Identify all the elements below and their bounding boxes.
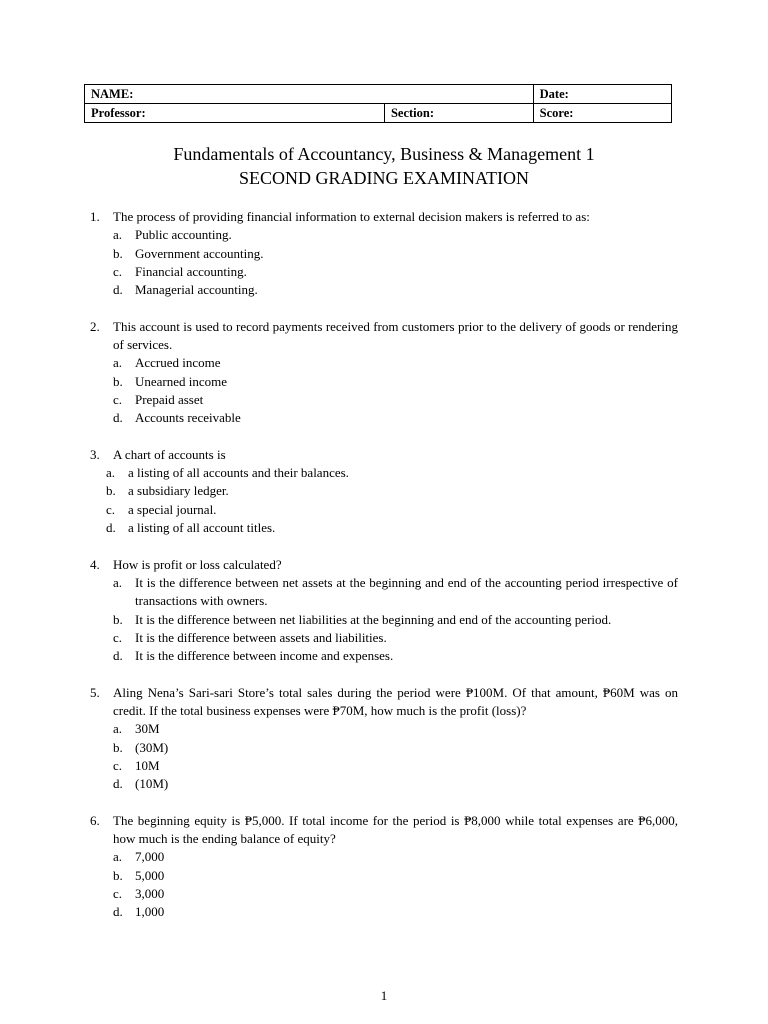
option[interactable]: [113, 757, 678, 775]
question-number: 1.: [90, 209, 100, 224]
option[interactable]: [106, 519, 678, 537]
option[interactable]: [113, 263, 678, 281]
page-number: 1: [380, 988, 388, 1003]
option-text: It is the difference between income and expenses.: [135, 648, 394, 664]
option-text: a subsidiary ledger.: [128, 483, 229, 499]
exam-title: SECOND GRADING EXAMINATION: [239, 168, 529, 188]
option-text: (10M): [135, 776, 169, 792]
option-letter: b.: [113, 245, 123, 261]
date-label: Date:: [539, 86, 569, 101]
question: [90, 812, 678, 922]
option[interactable]: [113, 226, 678, 244]
option-letter: d.: [113, 410, 123, 426]
option-text: Accrued income: [135, 355, 221, 371]
question: [90, 684, 678, 794]
option-text: 10M: [135, 757, 160, 773]
question-text: This account is used to record payments received from customers prior to the delivery of goods or rendering of services.: [113, 318, 678, 353]
option-letter: a.: [113, 355, 123, 371]
date-field[interactable]: [533, 85, 671, 104]
option-letter: c.: [106, 501, 116, 517]
option-letter: b.: [113, 867, 123, 883]
option[interactable]: [113, 281, 678, 299]
option[interactable]: [113, 848, 678, 866]
option[interactable]: [113, 373, 678, 391]
option[interactable]: [113, 775, 678, 793]
name-field[interactable]: [85, 85, 534, 104]
question-text: The process of providing financial information to external decision makers is referred to as:: [113, 209, 590, 224]
option-letter: c.: [113, 629, 123, 645]
option-list: [90, 354, 678, 427]
question-number: 5.: [90, 684, 100, 700]
option-letter: b.: [113, 373, 123, 389]
option-text: It is the difference between net assets at the beginning and end of the accounting period irrespective of transactions with owners.: [135, 574, 678, 609]
option[interactable]: [106, 482, 678, 500]
question-number: 4.: [90, 556, 100, 572]
option-list: [90, 464, 678, 537]
section-label: Section:: [390, 105, 435, 120]
option-text: 5,000: [135, 867, 165, 883]
option-letter: d.: [106, 520, 116, 536]
question: [90, 318, 678, 428]
question: [90, 446, 678, 537]
option-letter: a.: [113, 227, 123, 243]
option-letter: a.: [113, 849, 123, 865]
student-info-table: [84, 84, 672, 123]
option-text: It is the difference between net liabilities at the beginning and end of the accounting period.: [135, 611, 612, 627]
option-text: (30M): [135, 739, 169, 755]
option-letter: a.: [113, 574, 123, 590]
option[interactable]: [113, 885, 678, 903]
option-letter: b.: [106, 483, 116, 499]
score-field[interactable]: [533, 104, 671, 123]
option-text: 1,000: [135, 904, 165, 920]
option-text: Accounts receivable: [135, 410, 241, 426]
name-label: NAME:: [91, 86, 134, 101]
option[interactable]: [113, 611, 678, 629]
option-text: It is the difference between assets and liabilities.: [135, 629, 387, 645]
option-text: a listing of all account titles.: [128, 520, 276, 536]
option-text: 3,000: [135, 885, 165, 901]
option-letter: a.: [106, 465, 116, 481]
question-list: [90, 208, 678, 940]
course-title: Fundamentals of Accountancy, Business & Management 1: [173, 144, 595, 164]
option[interactable]: [113, 391, 678, 409]
question-number: 2.: [90, 318, 100, 334]
question-text: A chart of accounts is: [113, 446, 226, 462]
question: [90, 208, 678, 299]
option-letter: a.: [113, 721, 123, 737]
section-field[interactable]: [384, 104, 533, 123]
option-letter: c.: [113, 263, 123, 279]
option-letter: b.: [113, 739, 123, 755]
option[interactable]: [113, 574, 678, 611]
option[interactable]: [113, 629, 678, 647]
question-text: The beginning equity is ₱5,000. If total income for the period is ₱8,000 while total expenses are ₱6,000, how much is the ending balance of equity?: [113, 812, 678, 847]
option-letter: d.: [113, 776, 123, 792]
question-text: Aling Nena’s Sari-sari Store’s total sales during the period were ₱100M. Of that amount, ₱60M was on credit. If the total business expenses were ₱70M, how much is the profit (loss)?: [113, 684, 678, 719]
question-text: How is profit or loss calculated?: [113, 556, 282, 572]
option-text: Prepaid asset: [135, 391, 204, 407]
option-text: Financial accounting.: [135, 263, 247, 279]
option[interactable]: [113, 903, 678, 921]
professor-label: Professor:: [91, 105, 146, 120]
option-text: Public accounting.: [135, 227, 232, 243]
option-letter: b.: [113, 611, 123, 627]
option[interactable]: [106, 501, 678, 519]
option-text: a listing of all accounts and their balances.: [128, 465, 349, 481]
option[interactable]: [106, 464, 678, 482]
option-list: [90, 848, 678, 921]
option-letter: c.: [113, 391, 123, 407]
option-text: a special journal.: [128, 501, 217, 517]
option-letter: c.: [113, 757, 123, 773]
score-label: Score:: [539, 105, 574, 120]
option-text: Government accounting.: [135, 245, 264, 261]
option[interactable]: [113, 647, 678, 665]
option[interactable]: [113, 409, 678, 427]
option[interactable]: [113, 245, 678, 263]
question: [90, 556, 678, 666]
option-text: Unearned income: [135, 373, 228, 389]
option-list: [90, 720, 678, 793]
option[interactable]: [113, 354, 678, 372]
option-text: 7,000: [135, 849, 165, 865]
option-text: 30M: [135, 721, 160, 737]
option[interactable]: [113, 867, 678, 885]
professor-field[interactable]: [85, 104, 385, 123]
option-letter: d.: [113, 904, 123, 920]
option-letter: d.: [113, 648, 123, 664]
option-list: [90, 226, 678, 299]
option-text: Managerial accounting.: [135, 282, 258, 298]
option[interactable]: [113, 720, 678, 738]
option-list: [90, 574, 678, 665]
option-letter: c.: [113, 885, 123, 901]
question-number: 3.: [90, 446, 100, 462]
option-letter: d.: [113, 282, 123, 298]
question-number: 6.: [90, 812, 100, 828]
option[interactable]: [113, 739, 678, 757]
